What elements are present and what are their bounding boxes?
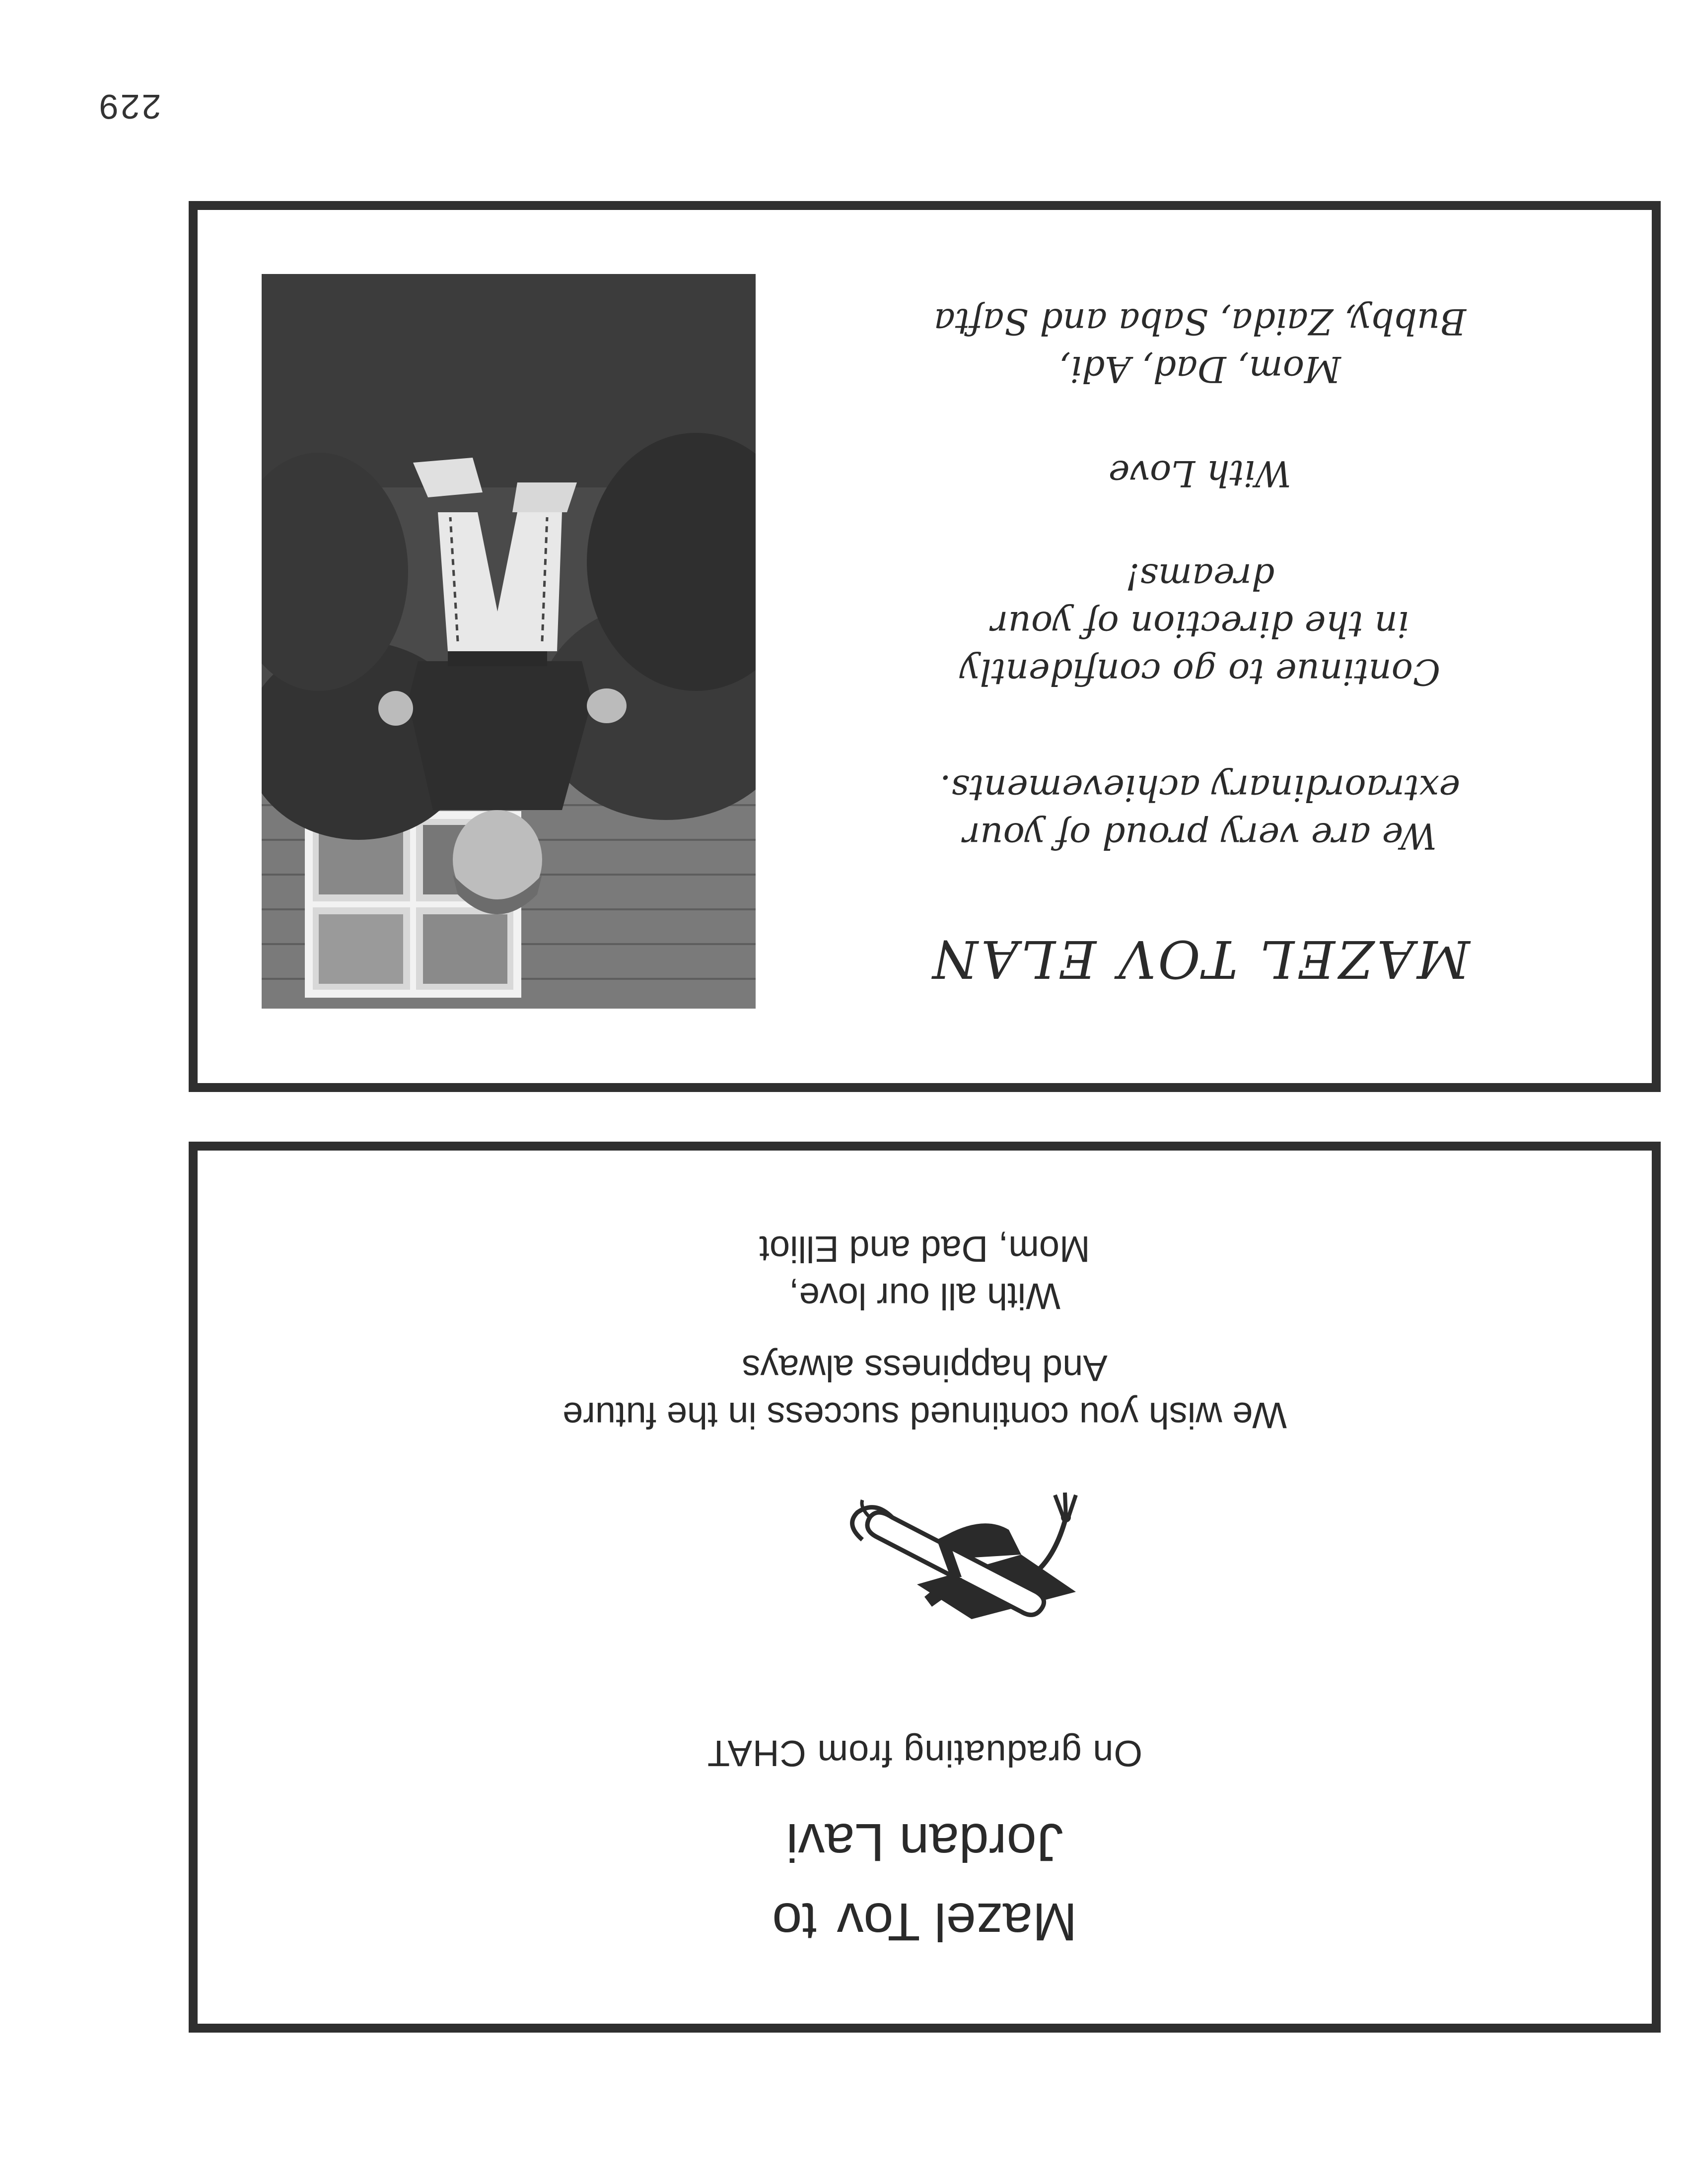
message-line: in the direction of your bbox=[991, 604, 1409, 645]
child-photo-image bbox=[262, 274, 756, 1009]
recipient-name: Jordan Lavi bbox=[786, 1813, 1063, 1873]
message-line: extraordinary achievements. bbox=[939, 767, 1461, 809]
card-title: MAZEL TOV ELAN bbox=[930, 929, 1470, 989]
card-subtitle: On graduating from CHAT bbox=[706, 1733, 1143, 1774]
elan-greeting-card bbox=[189, 201, 1661, 1092]
card-title-to: to bbox=[772, 1892, 817, 1952]
message-line: dreams! bbox=[1125, 556, 1275, 598]
child-photo bbox=[262, 274, 756, 1009]
jordan-greeting-card bbox=[189, 1142, 1661, 2033]
wish-message-line2: And happiness always bbox=[742, 1348, 1108, 1389]
graduation-cap-and-diploma-icon bbox=[818, 1478, 1096, 1666]
signature-line: Mom, Dad and Elliot bbox=[759, 1228, 1090, 1270]
message-line: Continue to go confidently bbox=[959, 651, 1441, 693]
closing-line: With Love bbox=[1108, 453, 1292, 494]
message-line: We are very proud of your bbox=[963, 815, 1437, 857]
card-title bbox=[198, 1890, 1652, 1954]
page-number: 229 bbox=[97, 87, 161, 126]
signature-line: Bubby, Zaida, Saba and Safta bbox=[933, 301, 1467, 342]
closing-line: With all our love, bbox=[789, 1276, 1060, 1317]
wish-message-line1: We wish you continued success in the future bbox=[563, 1395, 1287, 1436]
card-title-main: Mazel Tov bbox=[837, 1892, 1077, 1952]
signature-line: Mom, Dad, Adi, bbox=[1059, 348, 1341, 390]
